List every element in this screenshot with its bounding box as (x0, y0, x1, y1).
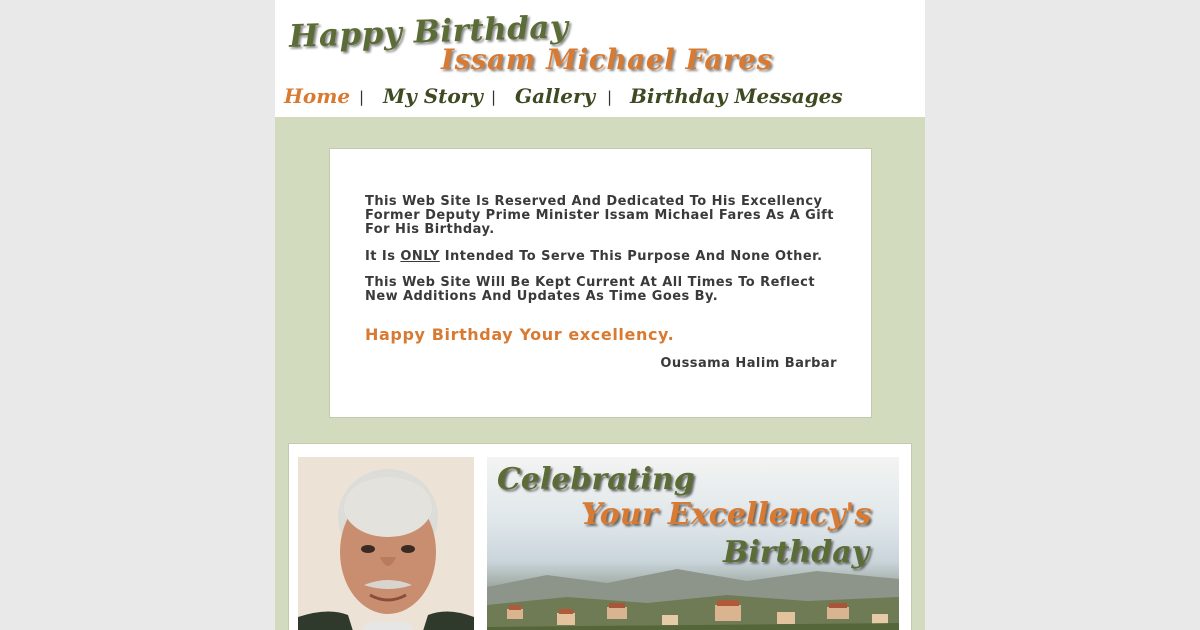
nav-home-link[interactable]: Home (284, 84, 351, 108)
dedication-message-box (329, 148, 872, 418)
dedication-paragraph: This Web Site Is Reserved And Dedicated To His Excellency Former Deputy Prime Minister Issam Michael Fares As A Gift For His Birthday. (365, 194, 834, 237)
birthday-greeting: Happy Birthday Your excellency. (365, 325, 675, 344)
site-container (275, 0, 925, 630)
nav-separator: | (491, 88, 497, 106)
nav-separator: | (359, 88, 365, 106)
nav-separator: | (607, 88, 613, 106)
portrait-photo (298, 457, 474, 630)
signature: Oussama Halim Barbar (660, 356, 837, 371)
banner-line2: Your Excellency's (581, 497, 872, 532)
nav-birthday-messages-link[interactable]: Birthday Messages (630, 84, 843, 108)
banner-line3: Birthday (723, 535, 870, 570)
purpose-emphasis: ONLY (400, 249, 440, 264)
nav-gallery-link[interactable]: Gallery (515, 84, 596, 108)
portrait-illustration (298, 457, 474, 630)
photo-panel (288, 443, 912, 630)
nav-my-story-link[interactable]: My Story (383, 84, 483, 108)
logo-title-line1: Happy Birthday (288, 9, 570, 55)
main-nav (275, 82, 925, 114)
banner-line1: Celebrating (497, 462, 695, 497)
celebration-banner (487, 457, 899, 630)
purpose-paragraph (365, 250, 835, 264)
village-landscape-image (487, 557, 899, 630)
updates-paragraph: This Web Site Will Be Kept Current At All Times To Reflect New Additions And Updates As Time Goes By. (365, 275, 815, 304)
site-header (275, 0, 925, 117)
purpose-text-after: Intended To Serve This Purpose And None Other. (439, 249, 823, 264)
purpose-text-before: It Is (365, 249, 401, 264)
logo-title-line2: Issam Michael Fares (441, 43, 773, 76)
